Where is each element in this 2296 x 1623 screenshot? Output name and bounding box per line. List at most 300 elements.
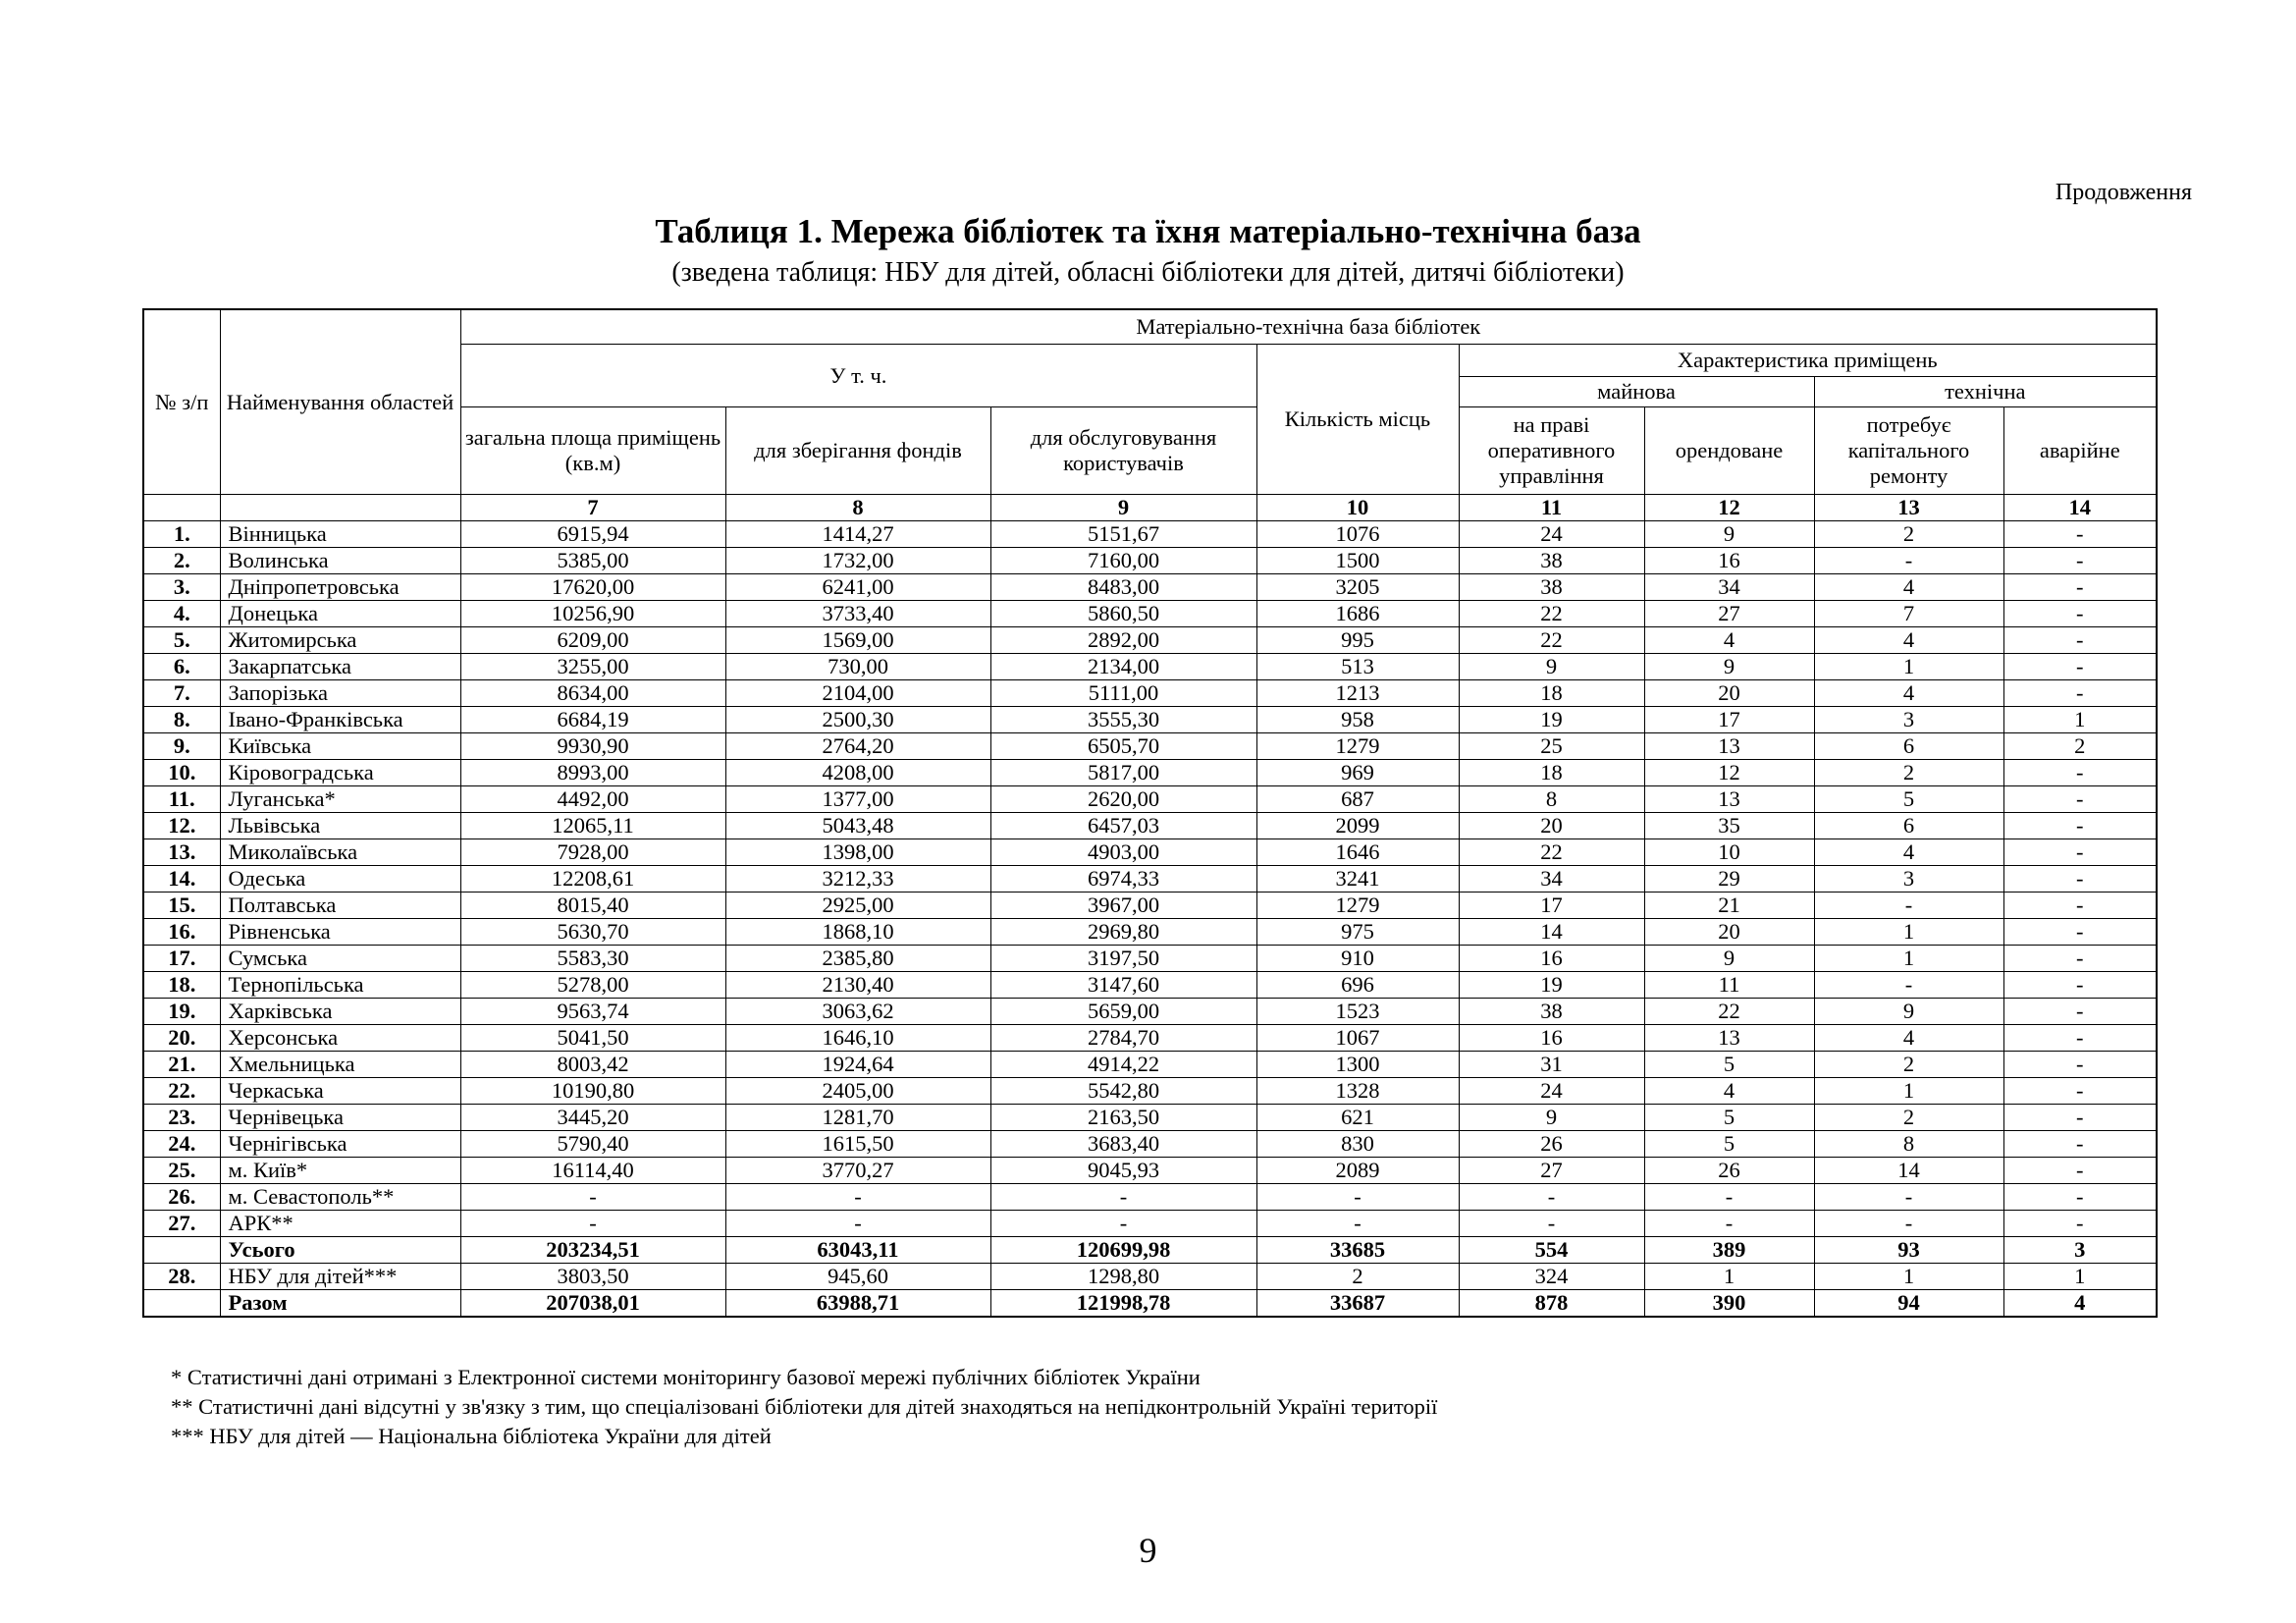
table-cell: 8483,00 [990, 574, 1256, 601]
table-cell: 16 [1644, 548, 1814, 574]
header-service: для обслуговування користувачів [990, 407, 1256, 495]
table-cell: 1732,00 [725, 548, 990, 574]
row-number: 13. [143, 839, 220, 866]
table-cell: 6457,03 [990, 813, 1256, 839]
table-cell: - [460, 1211, 725, 1237]
table-cell: - [2003, 1158, 2157, 1184]
row-number [143, 1237, 220, 1264]
table-cell: 33685 [1256, 1237, 1459, 1264]
table-cell: 3197,50 [990, 946, 1256, 972]
row-number: 17. [143, 946, 220, 972]
table-cell: 1279 [1256, 893, 1459, 919]
table-cell: - [1644, 1211, 1814, 1237]
table-cell: 38 [1459, 574, 1644, 601]
table-cell: - [2003, 1052, 2157, 1078]
table-cell: 4 [1814, 680, 2003, 707]
table-title: Таблиця 1. Мережа бібліотек та їхня матеріально-технічна база [655, 212, 1641, 250]
table-cell: 10 [1644, 839, 1814, 866]
table-cell: 63043,11 [725, 1237, 990, 1264]
table-cell: 2 [1814, 760, 2003, 786]
table-cell: 2089 [1256, 1158, 1459, 1184]
table-cell: 25 [1459, 733, 1644, 760]
region-name: Сумська [220, 946, 460, 972]
table-cell: 3770,27 [725, 1158, 990, 1184]
footnote: * Статистичні дані отримані з Електронної системи моніторингу базової мережі публічних бібліотек України [171, 1365, 1201, 1389]
column-number: 8 [725, 495, 990, 521]
row-number: 28. [143, 1264, 220, 1290]
table-cell: 1 [1814, 946, 2003, 972]
table-cell: - [2003, 1184, 2157, 1211]
row-number: 25. [143, 1158, 220, 1184]
table-cell: 10256,90 [460, 601, 725, 627]
table-cell: 6974,33 [990, 866, 1256, 893]
table-cell: 5659,00 [990, 999, 1256, 1025]
table-cell: 9 [1644, 654, 1814, 680]
table-row [143, 1105, 2157, 1131]
table-cell: 18 [1459, 680, 1644, 707]
row-number: 2. [143, 548, 220, 574]
table-cell: 1076 [1256, 521, 1459, 548]
region-name: Кіровоградська [220, 760, 460, 786]
table-cell: - [2003, 893, 2157, 919]
column-number: 14 [2003, 495, 2157, 521]
table-cell: 3555,30 [990, 707, 1256, 733]
table-cell: 8003,42 [460, 1052, 725, 1078]
table-cell: 14 [1814, 1158, 2003, 1184]
table-cell: 93 [1814, 1237, 2003, 1264]
row-number: 9. [143, 733, 220, 760]
table-cell: 17 [1459, 893, 1644, 919]
column-number: 11 [1459, 495, 1644, 521]
table-cell: 1569,00 [725, 627, 990, 654]
table-cell: 1 [1814, 1078, 2003, 1105]
table-cell: 19 [1459, 972, 1644, 999]
table-row [143, 1131, 2157, 1158]
table-cell: 6505,70 [990, 733, 1256, 760]
table-row [143, 999, 2157, 1025]
table-cell: 6209,00 [460, 627, 725, 654]
table-cell: 5151,67 [990, 521, 1256, 548]
table-subtitle: (зведена таблиця: НБУ для дітей, обласні бібліотеки для дітей, дитячі бібліотеки) [671, 257, 1625, 288]
table-cell: 2925,00 [725, 893, 990, 919]
table-cell: - [1459, 1211, 1644, 1237]
header-num: № з/п [143, 309, 220, 495]
column-number: 10 [1256, 495, 1459, 521]
row-number: 23. [143, 1105, 220, 1131]
table-cell: 11 [1644, 972, 1814, 999]
table-row [143, 627, 2157, 654]
table-cell: 35 [1644, 813, 1814, 839]
table-cell: - [1459, 1184, 1644, 1211]
row-number: 1. [143, 521, 220, 548]
footnote: *** НБУ для дітей — Національна бібліотека України для дітей [171, 1424, 772, 1448]
table-row [143, 1184, 2157, 1211]
header-total-area: загальна площа приміщень (кв.м) [460, 407, 725, 495]
table-cell: - [2003, 813, 2157, 839]
header-repair: потребує капітального ремонту [1814, 407, 2003, 495]
table-cell: 9 [1814, 999, 2003, 1025]
table-cell: 3445,20 [460, 1105, 725, 1131]
table-cell: 513 [1256, 654, 1459, 680]
table-cell: 1377,00 [725, 786, 990, 813]
table-row [143, 972, 2157, 999]
table-row [143, 786, 2157, 813]
table-cell: 4903,00 [990, 839, 1256, 866]
header-including: У т. ч. [460, 345, 1256, 407]
table-cell: 13 [1644, 786, 1814, 813]
row-number: 10. [143, 760, 220, 786]
table-cell: 2 [2003, 733, 2157, 760]
table-cell: 16 [1459, 1025, 1644, 1052]
header-emergency: аварійне [2003, 407, 2157, 495]
region-name: Рівненська [220, 919, 460, 946]
table-cell: 9 [1644, 521, 1814, 548]
table-cell: 1 [2003, 1264, 2157, 1290]
table-cell: - [2003, 760, 2157, 786]
region-name: Закарпатська [220, 654, 460, 680]
table-cell: - [2003, 1025, 2157, 1052]
table-cell: 1 [2003, 707, 2157, 733]
table-cell: 1615,50 [725, 1131, 990, 1158]
total-row [143, 1290, 2157, 1318]
table-cell: 13 [1644, 1025, 1814, 1052]
table-cell: 1646 [1256, 839, 1459, 866]
table-cell: 9 [1459, 654, 1644, 680]
table-cell: 17620,00 [460, 574, 725, 601]
table-cell: 1 [1814, 919, 2003, 946]
table-cell: 1067 [1256, 1025, 1459, 1052]
table-cell: - [2003, 548, 2157, 574]
row-number: 27. [143, 1211, 220, 1237]
table-cell: 1 [1814, 1264, 2003, 1290]
table-cell: 1500 [1256, 548, 1459, 574]
column-number: 13 [1814, 495, 2003, 521]
table-cell: 4914,22 [990, 1052, 1256, 1078]
header-technical: технічна [1814, 377, 2157, 407]
region-name: Івано-Франківська [220, 707, 460, 733]
table-cell: 1328 [1256, 1078, 1459, 1105]
table-cell: 5043,48 [725, 813, 990, 839]
table-cell: 3967,00 [990, 893, 1256, 919]
region-name: Дніпропетровська [220, 574, 460, 601]
table-cell: - [1256, 1184, 1459, 1211]
table-cell: 975 [1256, 919, 1459, 946]
table-row [143, 601, 2157, 627]
table-cell: 27 [1459, 1158, 1644, 1184]
row-number: 3. [143, 574, 220, 601]
table-cell: 390 [1644, 1290, 1814, 1318]
header-operational: на праві оперативного управління [1459, 407, 1644, 495]
region-name: Волинська [220, 548, 460, 574]
header-rented: орендоване [1644, 407, 1814, 495]
region-name: АРК** [220, 1211, 460, 1237]
table-body [143, 521, 2157, 1318]
table-row [143, 760, 2157, 786]
page-number: 9 [1139, 1531, 1157, 1570]
table-cell: - [2003, 1131, 2157, 1158]
region-name: м. Київ* [220, 1158, 460, 1184]
table-cell: 63988,71 [725, 1290, 990, 1318]
table-cell: 34 [1459, 866, 1644, 893]
table-cell: 3212,33 [725, 866, 990, 893]
table-cell: 3803,50 [460, 1264, 725, 1290]
table-cell: 554 [1459, 1237, 1644, 1264]
table-row [143, 1211, 2157, 1237]
table-cell: 3683,40 [990, 1131, 1256, 1158]
row-number: 15. [143, 893, 220, 919]
table-cell: 7160,00 [990, 548, 1256, 574]
table-cell: 6 [1814, 813, 2003, 839]
table-cell: - [1814, 548, 2003, 574]
region-name: Харківська [220, 999, 460, 1025]
table-cell: 2892,00 [990, 627, 1256, 654]
table-cell: 8015,40 [460, 893, 725, 919]
table-row [143, 1052, 2157, 1078]
table-cell: 3205 [1256, 574, 1459, 601]
table-cell: 26 [1644, 1158, 1814, 1184]
table-cell: 38 [1459, 999, 1644, 1025]
total-row [143, 1237, 2157, 1264]
table-cell: 3255,00 [460, 654, 725, 680]
table-cell: 2 [1814, 521, 2003, 548]
table-cell: 910 [1256, 946, 1459, 972]
table-cell: 1 [1644, 1264, 1814, 1290]
table-cell: 958 [1256, 707, 1459, 733]
table-cell: 5790,40 [460, 1131, 725, 1158]
table-cell: 389 [1644, 1237, 1814, 1264]
table-row [143, 574, 2157, 601]
table-cell: 2620,00 [990, 786, 1256, 813]
table-cell: 1523 [1256, 999, 1459, 1025]
row-number: 18. [143, 972, 220, 999]
table-cell: 1646,10 [725, 1025, 990, 1052]
table-cell: 1924,64 [725, 1052, 990, 1078]
table-header [143, 309, 2157, 521]
table-row [143, 1158, 2157, 1184]
table-cell: 4 [1644, 1078, 1814, 1105]
table-cell: 6684,19 [460, 707, 725, 733]
table-cell: 16114,40 [460, 1158, 725, 1184]
table-cell: 878 [1459, 1290, 1644, 1318]
table-cell: 12 [1644, 760, 1814, 786]
table-cell: - [2003, 1078, 2157, 1105]
table-row [143, 813, 2157, 839]
region-name: Житомирська [220, 627, 460, 654]
table-cell: 3241 [1256, 866, 1459, 893]
table-cell: 2104,00 [725, 680, 990, 707]
table-cell: 5041,50 [460, 1025, 725, 1052]
table-cell: 4 [1814, 1025, 2003, 1052]
region-name: НБУ для дітей*** [220, 1264, 460, 1290]
table-cell: 38 [1459, 548, 1644, 574]
table-cell: 995 [1256, 627, 1459, 654]
row-number: 5. [143, 627, 220, 654]
table-cell: 3 [2003, 1237, 2157, 1264]
table-cell: 830 [1256, 1131, 1459, 1158]
region-name: Чернівецька [220, 1105, 460, 1131]
table-cell: - [2003, 1211, 2157, 1237]
table-cell: - [1814, 893, 2003, 919]
column-number: 9 [990, 495, 1256, 521]
table-cell: - [2003, 601, 2157, 627]
row-number: 4. [143, 601, 220, 627]
row-number: 26. [143, 1184, 220, 1211]
table-cell: - [2003, 654, 2157, 680]
region-name: Усього [220, 1237, 460, 1264]
table-row [143, 680, 2157, 707]
table-row [143, 1264, 2157, 1290]
header-premises: Характеристика приміщень [1459, 345, 2157, 377]
table-cell: 9563,74 [460, 999, 725, 1025]
row-number: 11. [143, 786, 220, 813]
table-row [143, 1025, 2157, 1052]
table-cell: 4208,00 [725, 760, 990, 786]
table-cell: 20 [1459, 813, 1644, 839]
table-cell: 29 [1644, 866, 1814, 893]
table-cell: - [2003, 866, 2157, 893]
region-name: м. Севастополь** [220, 1184, 460, 1211]
table-cell: 1300 [1256, 1052, 1459, 1078]
table-cell: 687 [1256, 786, 1459, 813]
table-cell: 1868,10 [725, 919, 990, 946]
header-blank [143, 495, 220, 521]
table-cell: - [2003, 574, 2157, 601]
continuation-label: Продовження [2055, 180, 2192, 205]
region-name: Київська [220, 733, 460, 760]
region-name: Чернігівська [220, 1131, 460, 1158]
table-cell: - [2003, 972, 2157, 999]
table-cell: 9 [1644, 946, 1814, 972]
table-cell: - [2003, 627, 2157, 654]
table-cell: 8634,00 [460, 680, 725, 707]
table-cell: - [1256, 1211, 1459, 1237]
table-cell: 20 [1644, 680, 1814, 707]
table-cell: 33687 [1256, 1290, 1459, 1318]
table-cell: 1686 [1256, 601, 1459, 627]
table-cell: 621 [1256, 1105, 1459, 1131]
table-cell: - [2003, 999, 2157, 1025]
table-cell: 4 [1814, 839, 2003, 866]
table-row [143, 654, 2157, 680]
region-name: Запорізька [220, 680, 460, 707]
row-number: 14. [143, 866, 220, 893]
table-cell: - [460, 1184, 725, 1211]
table-cell: 5111,00 [990, 680, 1256, 707]
table-cell: 4492,00 [460, 786, 725, 813]
table-row [143, 946, 2157, 972]
table-cell: 2163,50 [990, 1105, 1256, 1131]
table-cell: 207038,01 [460, 1290, 725, 1318]
table-cell: 730,00 [725, 654, 990, 680]
region-name: Разом [220, 1290, 460, 1318]
table-cell: - [1644, 1184, 1814, 1211]
table-cell: - [2003, 839, 2157, 866]
table-cell: - [990, 1211, 1256, 1237]
table-cell: 16 [1459, 946, 1644, 972]
table-cell: 5 [1644, 1105, 1814, 1131]
table-cell: 12065,11 [460, 813, 725, 839]
table-cell: 94 [1814, 1290, 2003, 1318]
row-number: 8. [143, 707, 220, 733]
table-cell: 5583,30 [460, 946, 725, 972]
table-cell: 1 [1814, 654, 2003, 680]
table-cell: 5 [1644, 1052, 1814, 1078]
table-cell: - [2003, 919, 2157, 946]
table-row [143, 839, 2157, 866]
table-cell: 5 [1644, 1131, 1814, 1158]
table-cell: 3733,40 [725, 601, 990, 627]
table-cell: 22 [1459, 601, 1644, 627]
table-cell: 3063,62 [725, 999, 990, 1025]
table-cell: 5860,50 [990, 601, 1256, 627]
header-blank [220, 495, 460, 521]
table-cell: 34 [1644, 574, 1814, 601]
table-cell: 31 [1459, 1052, 1644, 1078]
header-property: майнова [1459, 377, 1814, 407]
row-number: 12. [143, 813, 220, 839]
region-name: Миколаївська [220, 839, 460, 866]
table-cell: 24 [1459, 1078, 1644, 1105]
table-cell: 7928,00 [460, 839, 725, 866]
region-name: Донецька [220, 601, 460, 627]
table-cell: - [990, 1184, 1256, 1211]
table-cell: 2134,00 [990, 654, 1256, 680]
table-cell: 3 [1814, 866, 2003, 893]
table-row [143, 548, 2157, 574]
table-cell: 21 [1644, 893, 1814, 919]
table-cell: - [1814, 972, 2003, 999]
table-cell: 10190,80 [460, 1078, 725, 1105]
table-cell: 22 [1459, 839, 1644, 866]
table-cell: 121998,78 [990, 1290, 1256, 1318]
table-cell: 203234,51 [460, 1237, 725, 1264]
table-cell: 27 [1644, 601, 1814, 627]
header-seats: Кількість місць [1256, 345, 1459, 495]
table-cell: 5630,70 [460, 919, 725, 946]
table-cell: 2784,70 [990, 1025, 1256, 1052]
table-cell: 13 [1644, 733, 1814, 760]
table-cell: - [2003, 680, 2157, 707]
row-number [143, 1290, 220, 1318]
table-cell: 2 [1814, 1105, 2003, 1131]
table-cell: 4 [1814, 574, 2003, 601]
table-row [143, 733, 2157, 760]
column-number: 7 [460, 495, 725, 521]
table-cell: 2405,00 [725, 1078, 990, 1105]
table-cell: - [1814, 1184, 2003, 1211]
table-cell: 4 [2003, 1290, 2157, 1318]
table-cell: 1213 [1256, 680, 1459, 707]
table-cell: - [725, 1211, 990, 1237]
table-row [143, 893, 2157, 919]
column-number: 12 [1644, 495, 1814, 521]
table-cell: 1398,00 [725, 839, 990, 866]
row-number: 22. [143, 1078, 220, 1105]
table-cell: 324 [1459, 1264, 1644, 1290]
row-number: 19. [143, 999, 220, 1025]
table-cell: 5817,00 [990, 760, 1256, 786]
region-name: Львівська [220, 813, 460, 839]
table-cell: - [2003, 946, 2157, 972]
header-storage: для зберігання фондів [725, 407, 990, 495]
table-cell: 1414,27 [725, 521, 990, 548]
table-cell: 945,60 [725, 1264, 990, 1290]
library-network-table [142, 308, 2158, 1318]
table-cell: 12208,61 [460, 866, 725, 893]
table-cell: 6241,00 [725, 574, 990, 601]
row-number: 16. [143, 919, 220, 946]
region-name: Вінницька [220, 521, 460, 548]
